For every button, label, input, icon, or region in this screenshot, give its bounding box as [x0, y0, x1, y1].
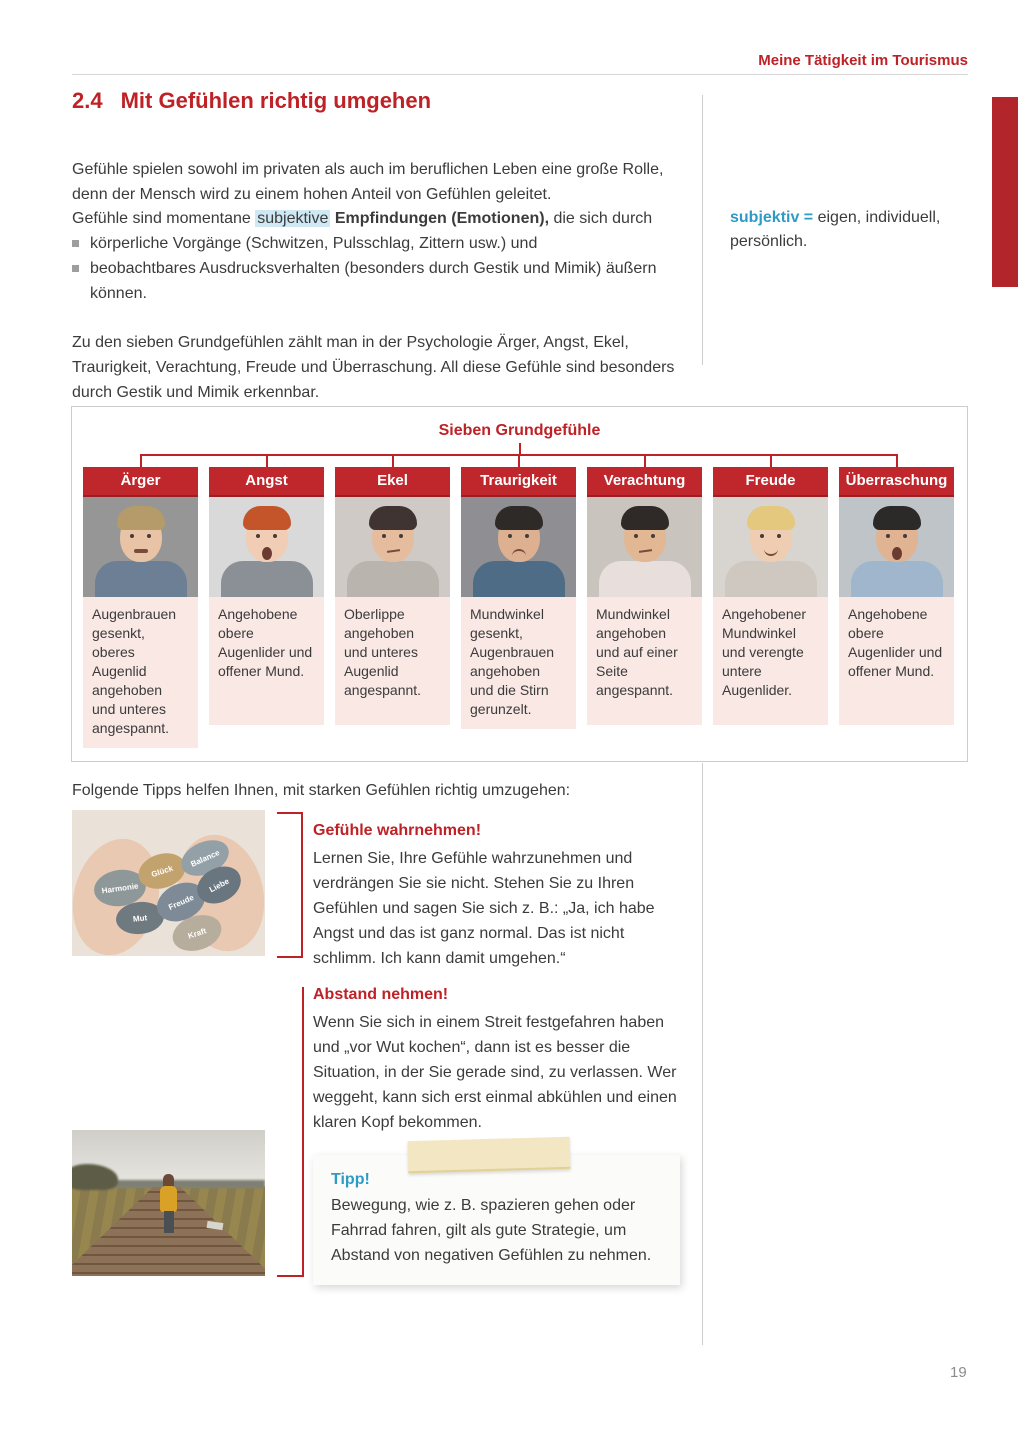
stone: Freude: [151, 875, 211, 928]
chapter-side-tab: [992, 97, 1018, 287]
portrait-shape: [760, 534, 764, 538]
emotion-column: [839, 467, 954, 748]
column-divider-top: [702, 95, 703, 365]
portrait-shape: [117, 506, 165, 530]
tip-heading: Abstand nehmen!: [313, 986, 449, 1003]
portrait-shape: [134, 549, 148, 553]
portrait-shape: [892, 547, 902, 560]
header-rule: [72, 74, 968, 75]
tip-body: Wenn Sie sich in einem Streit festgefahren haben und „vor Wut kochen“, dann ist es besser die Situation, in der Sie gerade sind, zu verlassen. Wer weggeht, kann sich erst einmal abkühlen und einen klaren Kopf bekommen.: [313, 1014, 677, 1131]
emotion-name: Freude: [713, 467, 828, 497]
portrait-shape: [347, 561, 439, 597]
emotions-grid: [83, 467, 956, 748]
emotion-name: Angst: [209, 467, 324, 497]
portrait-shape: [130, 534, 134, 538]
stone: Mut: [114, 900, 165, 937]
portrait-shape: [599, 561, 691, 597]
emotion-name: Verachtung: [587, 467, 702, 497]
emotion-photo: [713, 497, 828, 597]
portrait-shape: [725, 561, 817, 597]
portrait-shape: [262, 547, 272, 560]
portrait-shape: [508, 534, 512, 538]
tips-intro: Folgende Tipps helfen Ihnen, mit starken Gefühlen richtig umzugehen:: [72, 782, 571, 799]
page-number: 19: [950, 1364, 967, 1381]
tip-body: Lernen Sie, Ihre Gefühle wahrzunehmen und verdrängen Sie sie nicht. Stehen Sie zu Ihren Gefühlen und sagen Sie sich z. B.: „Ja, ich habe Angst und das ist ganz normal. Das ist nicht schlimm. Ich kann damit umgehen.“: [313, 850, 655, 967]
emotion-column: [461, 467, 576, 748]
portrait-shape: [777, 534, 781, 538]
bullet-item: [72, 231, 694, 256]
portrait-shape: [369, 506, 417, 530]
stone: Balance: [176, 833, 235, 883]
emotion-name: Ekel: [335, 467, 450, 497]
tape-decoration: [408, 1137, 571, 1174]
emotion-name: Überraschung: [839, 467, 954, 497]
margin-note: [730, 206, 962, 254]
tip-box-label: Tipp!: [331, 1171, 370, 1188]
connector-line: [277, 812, 303, 814]
portrait-shape: [221, 561, 313, 597]
portrait-shape: [243, 506, 291, 530]
emotion-photo: [839, 497, 954, 597]
emotion-column: [713, 467, 828, 748]
tip-section: [313, 818, 685, 971]
person-shape: [164, 1211, 174, 1233]
portrait-shape: [886, 534, 890, 538]
portrait-shape: [256, 534, 260, 538]
bullet-list: [72, 231, 694, 306]
emotion-photo: [209, 497, 324, 597]
bullet-square-icon: [72, 240, 79, 247]
portrait-shape: [851, 561, 943, 597]
portrait-shape: [495, 506, 543, 530]
portrait-shape: [147, 534, 151, 538]
connector-line: [302, 987, 304, 1277]
tip-section: [313, 982, 695, 1135]
tip-heading: Gefühle wahrnehmen!: [313, 822, 482, 839]
portrait-shape: [525, 534, 529, 538]
emotion-column: [587, 467, 702, 748]
basic-emotions-paragraph: Zu den sieben Grundgefühlen zählt man in der Psychologie Ärger, Angst, Ekel, Traurigkeit, Verachtung, Freude und Überraschung. All diese Gefühle sind besonders durch Gestik und Mimik erkennbar.: [72, 334, 675, 401]
portrait-shape: [473, 561, 565, 597]
emotion-photo: [83, 497, 198, 597]
bullet-text: beobachtbares Ausdrucksverhalten (besonders durch Gestik und Mimik) äußern können.: [90, 260, 657, 302]
definition-lead: Gefühle sind momentane subjektive Empfindungen (Emotionen), die sich durch: [72, 210, 653, 227]
emotion-column: [83, 467, 198, 748]
person-shape: [160, 1186, 177, 1212]
column-divider-bottom: [702, 763, 703, 1345]
emotion-description: Angehobener Mundwinkel und verengte untere Augenlider.: [713, 597, 828, 725]
emotion-description: Mundwinkel gesenkt, Augenbrauen angehoben und die Stirn gerunzelt.: [461, 597, 576, 729]
stone: Liebe: [191, 859, 248, 911]
emotion-name: Ärger: [83, 467, 198, 497]
intro-paragraph: Gefühle spielen sowohl im privaten als auch im beruflichen Leben eine große Rolle, denn der Mensch wird zu einem hohen Anteil von Gefühlen geleitet.: [72, 161, 664, 203]
running-header: Meine Tätigkeit im Tourismus: [758, 52, 968, 69]
connector-line: [277, 956, 303, 958]
portrait-shape: [651, 534, 655, 538]
emotion-description: Oberlippe angehoben und unteres Augenlid angespannt.: [335, 597, 450, 725]
emotion-photo: [335, 497, 450, 597]
emotions-panel: [71, 406, 968, 762]
portrait-shape: [399, 534, 403, 538]
portrait-shape: [903, 534, 907, 538]
emotion-name: Traurigkeit: [461, 467, 576, 497]
portrait-shape: [873, 506, 921, 530]
stone: Kraft: [168, 909, 226, 956]
highlighted-term: subjektive: [257, 210, 329, 227]
emotion-photo: [587, 497, 702, 597]
margin-note-term: subjektiv =: [730, 209, 814, 226]
emotion-photo: [461, 497, 576, 597]
emotion-description: Angehobene obere Augenlider und offener Mund.: [839, 597, 954, 725]
section-title-text: Mit Gefühlen richtig umgehen: [120, 88, 432, 113]
portrait-shape: [621, 506, 669, 530]
emotion-column: [335, 467, 450, 748]
connector-line: [301, 812, 303, 958]
stone: Harmonie: [92, 867, 149, 910]
portrait-shape: [747, 506, 795, 530]
emotion-description: Augenbrauen gesenkt, oberes Augenlid angehoben und unteres angespannt.: [83, 597, 198, 748]
portrait-shape: [273, 534, 277, 538]
tip-box: [313, 1155, 680, 1285]
portrait-shape: [634, 534, 638, 538]
portrait-shape: [95, 561, 187, 597]
emotion-description: Mundwinkel angehoben und auf einer Seite angespannt.: [587, 597, 702, 725]
definition-paragraph: [72, 206, 694, 306]
bullet-text: körperliche Vorgänge (Schwitzen, Pulsschlag, Zittern usw.) und: [90, 235, 538, 252]
stone: Glück: [134, 847, 190, 894]
section-number: 2.4: [72, 88, 103, 113]
bullet-item: [72, 256, 694, 306]
margin-note-definition: eigen, individuell, persönlich.: [730, 209, 941, 250]
connector-line: [277, 1275, 304, 1277]
section-title: [72, 88, 431, 114]
portrait-shape: [512, 549, 526, 558]
bullet-square-icon: [72, 265, 79, 272]
boardwalk-photo: [72, 1130, 265, 1276]
stones-photo: [72, 810, 265, 956]
emotion-column: [209, 467, 324, 748]
portrait-shape: [382, 534, 386, 538]
emotion-description: Angehobene obere Augenlider und offener Mund.: [209, 597, 324, 725]
panel-title: Sieben Grundgefühle: [438, 422, 601, 439]
tip-box-body: Bewegung, wie z. B. spazieren gehen oder Fahrrad fahren, gilt als gute Strategie, um Abstand von negativen Gefühlen zu nehmen.: [331, 1197, 652, 1264]
